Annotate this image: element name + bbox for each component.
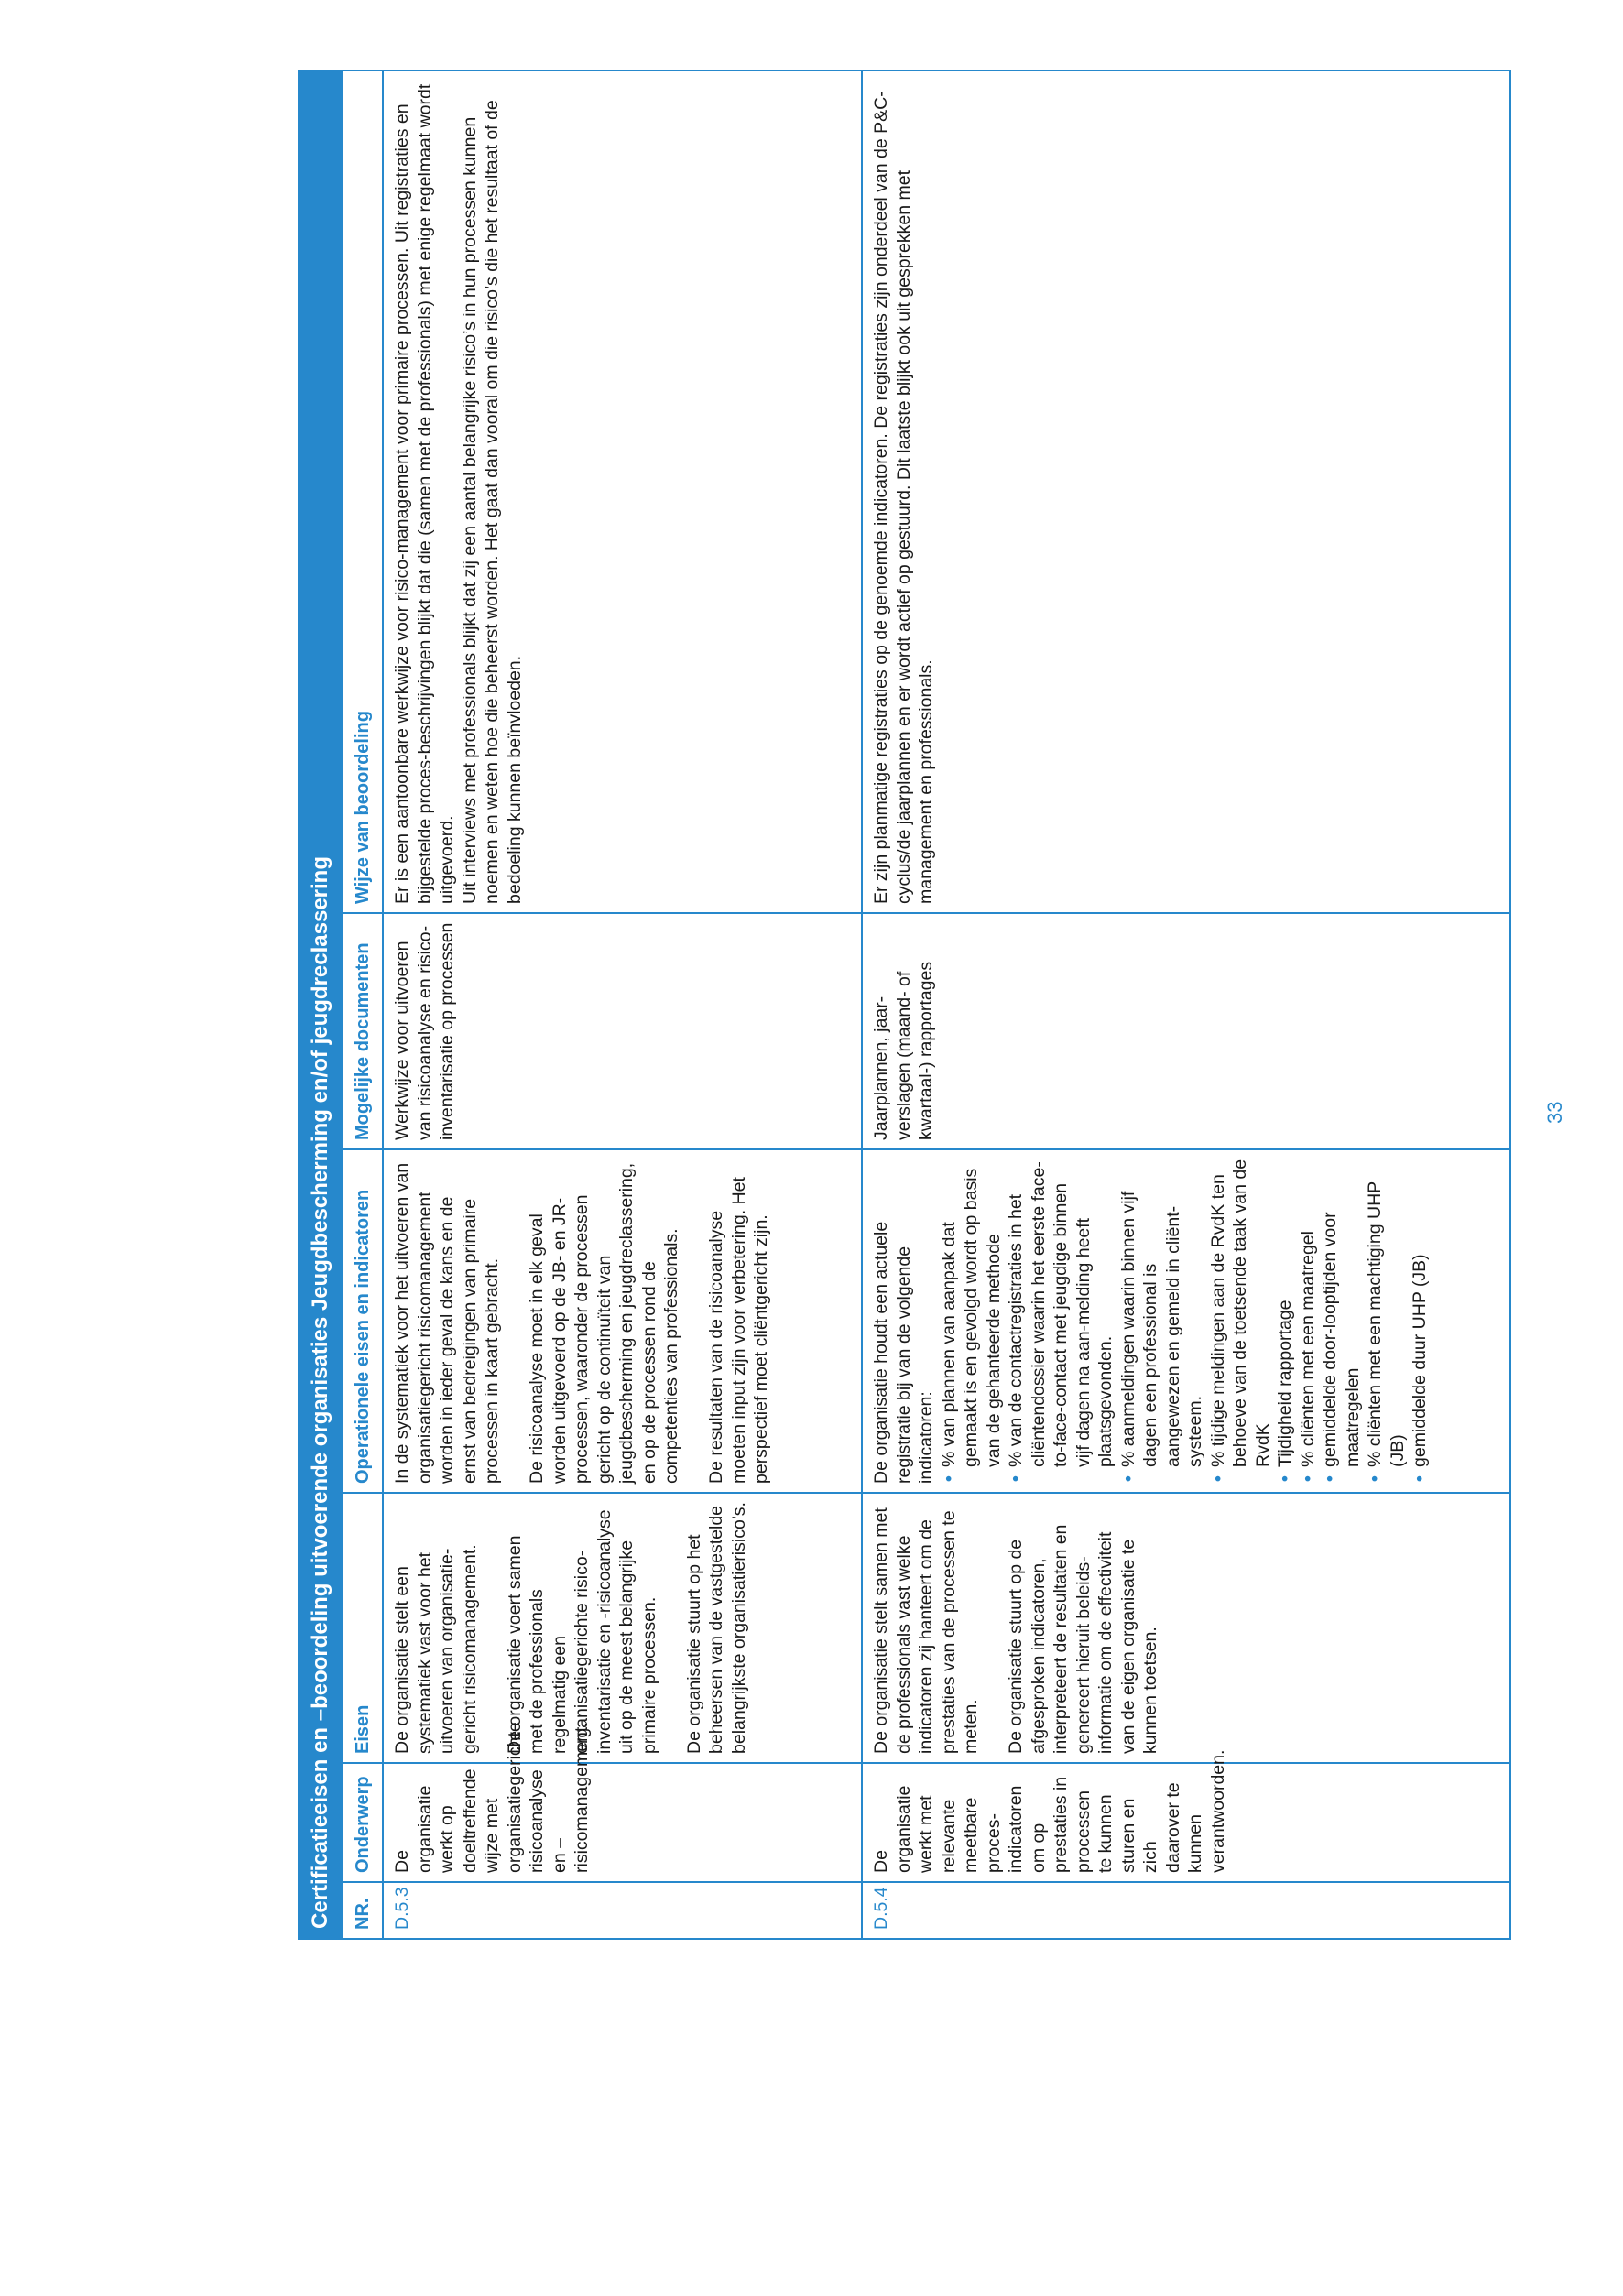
eisen-paragraph: De organisatie stelt een systematiek vast voor het uitvoeren van organisatie-gericht risicomanagement.: [392, 1544, 480, 1754]
list-item: • % van plannen van aanpak dat gemaakt is en gevolgd wordt op basis van de gehanteerde methode: [938, 1159, 1006, 1484]
header-operationeel: Operationele eisen en indicatoren: [343, 1149, 383, 1493]
operationeel-intro: De organisatie houdt een actuele registratie bij van de volgende indicatoren:: [871, 1221, 936, 1484]
table-title: Certificatieeisen en –beoordeling uitvoerende organisaties Jeugdbescherming en/of jeugdreclassering: [299, 71, 343, 1939]
header-documenten: Mogelijke documenten: [343, 913, 383, 1149]
list-item: • % cliënten met een machtiging UHP (JB): [1364, 1159, 1409, 1484]
page-number: 33: [1543, 1101, 1566, 1124]
list-item: • % aanmeldingen waarin binnen vijf dagen een professional is aangewezen en gemeld in cliënt-systeem.: [1117, 1159, 1207, 1484]
row-eisen: [862, 1493, 1510, 1763]
eisen-paragraph: De organisatie stelt samen met de professionals vast welke indicatoren zij hanteert om de prestaties van de processen te meten.: [871, 1507, 981, 1754]
row-operationeel: [383, 1149, 862, 1493]
row-onderwerp: De organisatie werkt op doeltreffende wijze met organisatiegerichte risicoanalyse en –risicomanagement.: [383, 1763, 862, 1882]
header-onderwerp: Onderwerp: [343, 1763, 383, 1882]
row-onderwerp: De organisatie werkt met relevante meetbare proces-indicatoren om op prestaties in processen te kunnen sturen en zich daarover te kunnen verantwoorden.: [862, 1763, 1510, 1882]
table-row: [862, 71, 1510, 1939]
list-item: • Tijdigheid rapportage: [1274, 1159, 1297, 1484]
row-beoordeling: [383, 71, 862, 913]
header-eisen: Eisen: [343, 1493, 383, 1763]
certification-table: [298, 70, 1511, 1940]
row-eisen: [383, 1493, 862, 1763]
row-nr: D.5.3: [383, 1882, 862, 1939]
table-row: [383, 71, 862, 1939]
header-nr: NR.: [343, 1882, 383, 1939]
row-documenten: Werkwijze voor uitvoeren van risicoanalyse en risico-inventarisatie op processen: [383, 913, 862, 1149]
list-item: • gemiddelde duur UHP (JB): [1409, 1159, 1432, 1484]
header-beoordeling: Wijze van beoordeling: [343, 71, 383, 913]
beoordeling-paragraph: Er zijn planmatige registraties op de genoemde indicatoren. De registraties zijn onderdeel van de P&C-cyclus/de jaarplannen en er wordt actief op gestuurd. Dit laatste blijkt ook uit gesprekken met management en professionals.: [871, 91, 936, 904]
eisen-paragraph: De organisatie voert samen met de professionals regelmatig een organisatiegerichte risico-inventarisatie en -risicoanalyse uit op de meest belangrijke primaire processen.: [504, 1509, 659, 1754]
rotated-table-container: [298, 71, 1511, 1940]
eisen-paragraph: De organisatie stuurt op de afgesproken indicatoren, interpreteert de resultaten en genereert hieruit beleids-informatie om de effectiviteit van de eigen organisatie te kunnen toetsen.: [1006, 1524, 1160, 1754]
eisen-paragraph: De organisatie stuurt op het beheersen van de vastgestelde belangrijkste organisatierisico’s.: [683, 1502, 749, 1754]
row-nr: D.5.4: [862, 1882, 1510, 1939]
list-item: • % van de contactregistraties in het cliëntendossier waarin het eerste face-to-face-contact met jeugdige binnen vijf dagen na aan-melding heeft plaatsgevonden.: [1005, 1159, 1117, 1484]
operationeel-paragraph: De resultaten van de risicoanalyse moeten input zijn voor verbetering. Het perspectief moet cliëntgericht zijn.: [706, 1177, 771, 1484]
row-documenten: Jaarplannen, jaar-verslagen (maand- of kwartaal-) rapportages: [862, 913, 1510, 1149]
operationeel-paragraph: In de systematiek voor het uitvoeren van organisatiegericht risicomanagement worden in ieder geval de kans en de ernst van bedreigingen van primaire processen in kaart gebracht.: [392, 1162, 502, 1484]
indicator-list: [938, 1159, 1432, 1484]
beoordeling-paragraph: Uit interviews met professionals blijkt dat zij een aantal belangrijke risico’s in hun processen kunnen noemen en weten hoe die beheerst worden. Het gaat dan vooral om die risico’s die het resultaat of de bedoeling kunnen beïnvloeden.: [459, 100, 525, 904]
row-beoordeling: [862, 71, 1510, 913]
list-item: • % cliënten met een maatregel: [1297, 1159, 1320, 1484]
list-item: • % tijdige meldingen aan de RvdK ten behoeve van de toetsende taak van de RvdK: [1207, 1159, 1275, 1484]
list-item: • gemiddelde door-looptijden voor maatregelen: [1319, 1159, 1364, 1484]
operationeel-paragraph: De risicoanalyse moet in elk geval worden uitgevoerd op de JB- en JR-processen, waaronder de processen gericht op de continuïteit van jeugdbescherming en jeugdreclassering, en op de processen rond de competenties van professionals.: [527, 1162, 681, 1484]
beoordeling-paragraph: Er is een aantoonbare werkwijze voor risico-management voor primaire processen. Uit registraties en bijgestelde proces-beschrijvingen blijkt dat die (samen met de professionals) met enige regelmaat wordt uitgevoerd.: [392, 83, 457, 904]
row-operationeel: [862, 1149, 1510, 1493]
